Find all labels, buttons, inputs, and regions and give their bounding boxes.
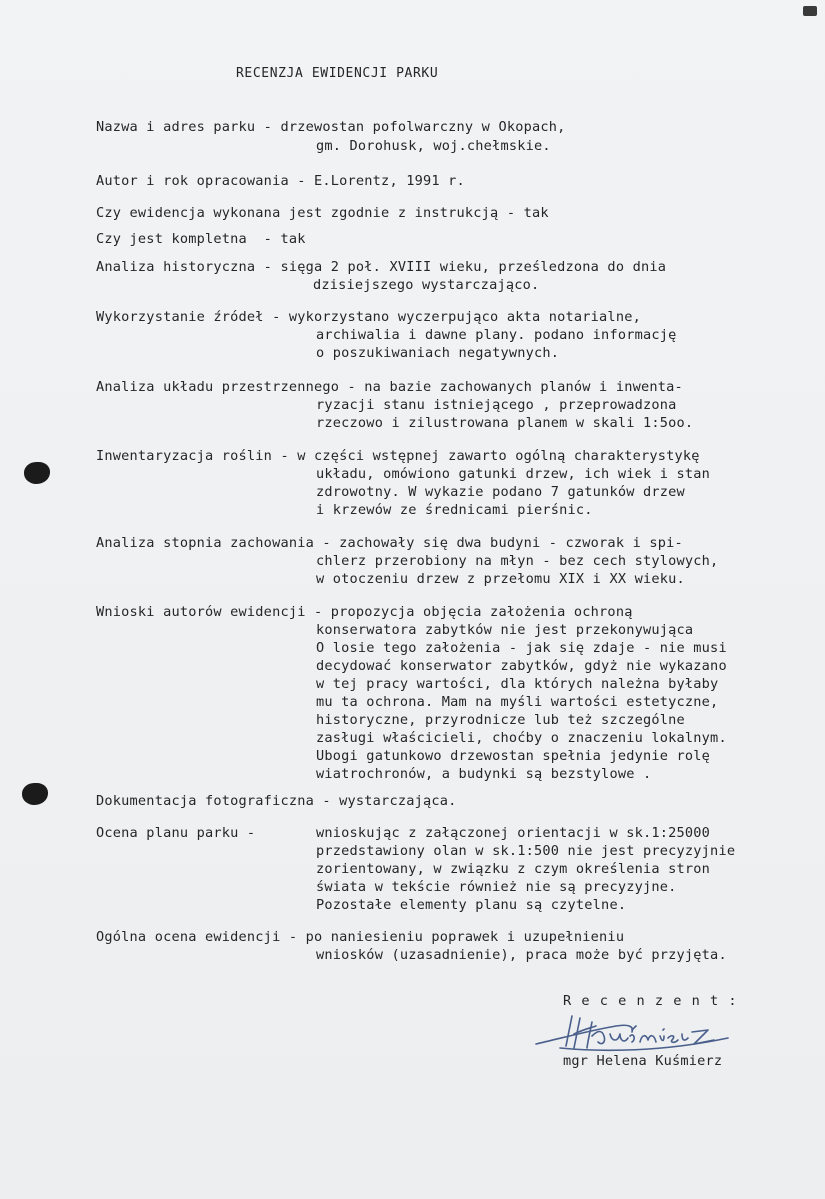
plan-evaluation-line-4: świata w tekście również nie są precyzyjne. [316, 879, 677, 895]
conclusions-line-10: wiatrochronów, a budynki są bezstylowe . [316, 766, 652, 782]
handwritten-signature [532, 1008, 742, 1056]
park-address-line: gm. Dorohusk, woj.chełmskie. [316, 138, 551, 154]
sources-line-1: Wykorzystanie źródeł - wykorzystano wyczerpująco akta notarialne, [96, 309, 641, 325]
preservation-line-2: chlerz przerobiony na młyn - bez cech stylowych, [316, 553, 719, 569]
plan-evaluation-line-2: przedstawiony olan w sk.1:500 nie jest precyzyjnie [316, 843, 736, 859]
plant-inventory-line-2: układu, omówiono gatunki drzew, ich wiek i stan [316, 466, 711, 482]
plant-inventory-line-1: Inwentaryzacja roślin - w części wstępnej zawarto ogólną charakterystykę [96, 448, 700, 464]
conclusions-line-1: Wnioski autorów ewidencji - propozycja objęcia założenia ochroną [96, 604, 633, 620]
plan-evaluation-line-5: Pozostałe elementy planu są czytelne. [316, 897, 627, 913]
spatial-analysis-line-1: Analiza układu przestrzennego - na bazie zachowanych planów i inwenta- [96, 379, 683, 395]
historical-analysis-line-2: dzisiejszego wystarczająco. [313, 277, 540, 293]
sources-line-3: o poszukiwaniach negatywnych. [316, 345, 560, 361]
conclusions-line-3: O losie tego założenia - jak się zdaje - nie musi [316, 640, 727, 656]
conclusions-line-6: mu ta ochrona. Mam na myśli wartości estetyczne, [316, 694, 719, 710]
reviewer-label: R e c e n z e n t : [563, 993, 738, 1009]
plant-inventory-line-4: i krzewów ze średnicami pierśnic. [316, 502, 593, 518]
preservation-line-1: Analiza stopnia zachowania - zachowały się dwa budyni - czworak i spi- [96, 535, 683, 551]
corner-mark [803, 6, 817, 16]
plant-inventory-line-3: zdrowotny. W wykazie podano 7 gatunków drzew [316, 484, 685, 500]
spatial-analysis-line-3: rzeczowo i zilustrowana planem w skali 1:5oo. [316, 415, 694, 431]
photo-documentation-line: Dokumentacja fotograficzna - wystarczająca. [96, 793, 457, 809]
park-name-line: Nazwa i adres parku - drzewostan pofolwarczny w Okopach, [96, 119, 566, 135]
completeness-line: Czy jest kompletna - tak [96, 231, 306, 247]
author-line: Autor i rok opracowania - E.Lorentz, 1991 r. [96, 173, 465, 189]
plan-evaluation-label: Ocena planu parku - [96, 825, 256, 841]
instruction-line: Czy ewidencja wykonana jest zgodnie z instrukcją - tak [96, 205, 549, 221]
conclusions-line-5: w tej pracy wartości, dla których należna byłaby [316, 676, 719, 692]
conclusions-line-7: historyczne, przyrodnicze lub też szczególne [316, 712, 685, 728]
conclusions-line-8: zasługi właścicieli, choćby o znaczeniu lokalnym. [316, 730, 727, 746]
conclusions-line-2: konserwatora zabytków nie jest przekonywująca [316, 622, 694, 638]
plan-evaluation-line-3: zorientowany, w związku z czym określenia stron [316, 861, 711, 877]
plan-evaluation-line-1: wnioskując z załączonej orientacji w sk.1:25000 [316, 825, 711, 841]
preservation-line-3: w otoczeniu drzew z przełomu XIX i XX wieku. [316, 571, 685, 587]
spatial-analysis-line-2: ryzacji stanu istniejącego , przeprowadzona [316, 397, 677, 413]
punch-hole-bottom [22, 783, 48, 805]
document-title: RECENZJA EWIDENCJI PARKU [236, 66, 439, 81]
historical-analysis-line-1: Analiza historyczna - sięga 2 poł. XVIII wieku, prześledzona do dnia [96, 259, 667, 275]
conclusions-line-9: Ubogi gatunkowo drzewostan spełnia jedynie rolę [316, 748, 711, 764]
reviewer-name: mgr Helena Kuśmierz [563, 1053, 723, 1069]
punch-hole-top [24, 462, 50, 484]
conclusions-line-4: decydować konserwator zabytków, gdyż nie wykazano [316, 658, 727, 674]
overall-evaluation-line-1: Ogólna ocena ewidencji - po naniesieniu poprawek i uzupełnieniu [96, 929, 625, 945]
overall-evaluation-line-2: wniosków (uzasadnienie), praca może być przyjęta. [316, 947, 727, 963]
sources-line-2: archiwalia i dawne plany. podano informację [316, 327, 677, 343]
